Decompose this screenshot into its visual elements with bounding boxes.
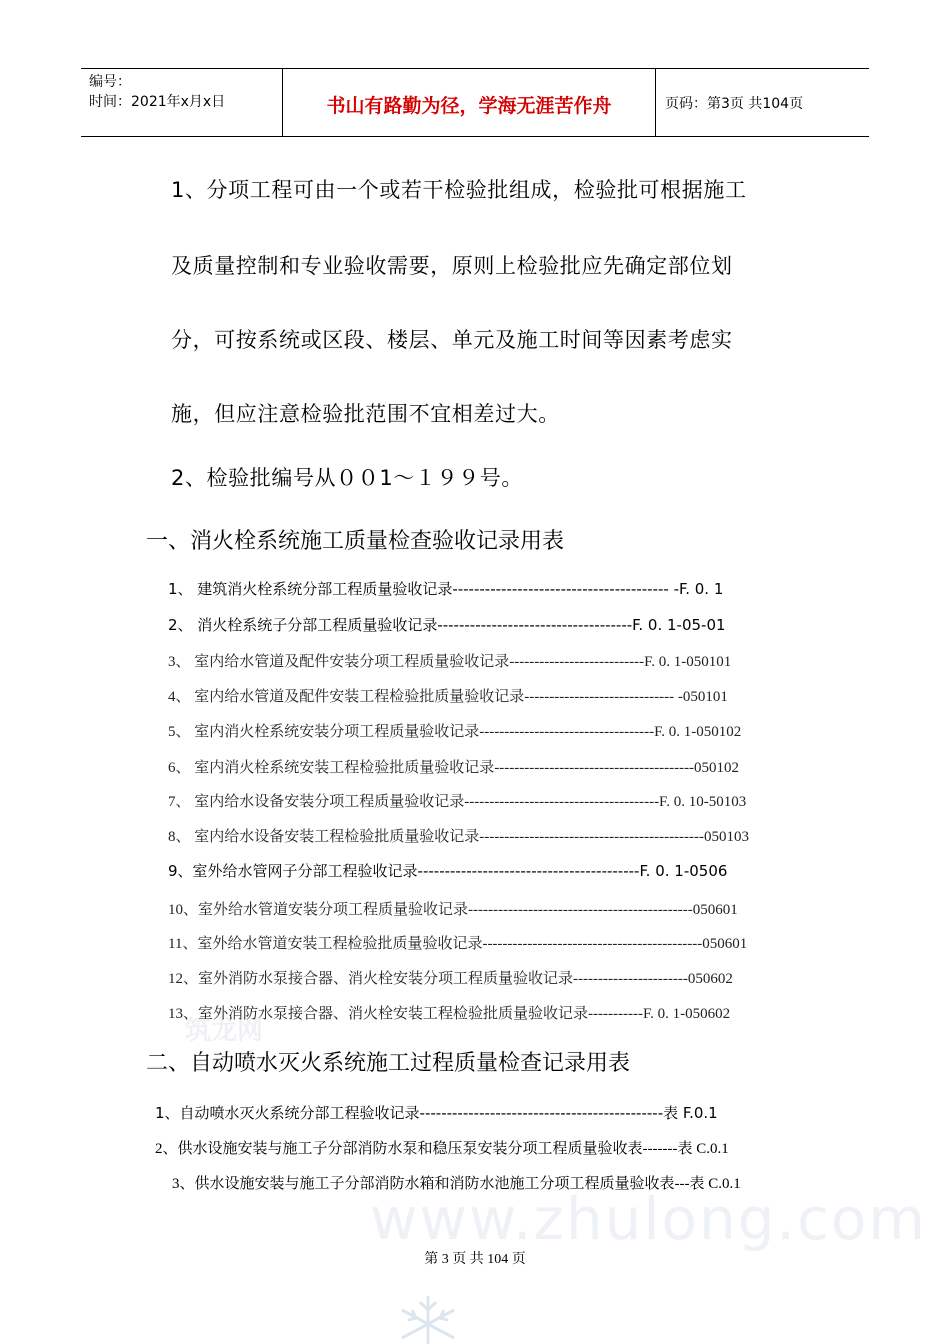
list-item: 9、室外给水管网子分部工程验收记录-----------------------------------------F. 0. 1-0506 [168,862,728,880]
list-item: 3、供水设施安装与施工子分部消防水箱和消防水池施工分项工程质量验收表---表 C.0.1 [172,1176,741,1192]
list-item: 7、 室内给水设备安装分项工程质量验收记录---------------------------------------F. 0. 10-50103 [168,794,747,810]
list-item: 3、 室内给水管道及配件安装分项工程质量验收记录---------------------------F. 0. 1-050101 [168,654,732,670]
header-info-cell [81,69,282,136]
section-title-2: 二、自动喷水灭火系统施工过程质量检查记录用表 [146,1051,631,1076]
list-item: 12、室外消防水泵接合器、消火栓安装分项工程质量验收记录-----------------------050602 [168,971,733,987]
paragraph-line: 施，但应注意检验批范围不宜相差过大。 [171,402,560,426]
paragraph-line: 分，可按系统或区段、楼层、单元及施工时间等因素考虑实 [171,328,733,352]
header-page-cell [655,69,869,136]
paragraph-line: 2、检验批编号从００1～１９９号。 [171,466,523,490]
list-item: 2、供水设施安装与施工子分部消防水泵和稳压泵安装分项工程质量验收表-------表 C.0.1 [155,1141,729,1157]
list-item: 5、 室内消火栓系统安装分项工程质量验收记录-----------------------------------F. 0. 1-050102 [168,724,742,740]
page-header [81,68,869,137]
motto-text: 书山有路勤为径，学海无涯苦作舟 [326,95,612,117]
list-item: 13、室外消防水泵接合器、消火栓安装工程检验批质量验收记录-----------F. 0. 1-050602 [168,1006,731,1022]
paragraph-line: 1、分项工程可由一个或若干检验批组成，检验批可根据施工 [171,178,747,202]
date-label: 时间：2021年x月x日 [89,94,226,110]
serial-label: 编号： [89,74,131,90]
paragraph-line: 及质量控制和专业验收需要，原则上检验批应先确定部位划 [171,254,733,278]
section-title-1: 一、消火栓系统施工质量检查验收记录用表 [146,529,565,554]
list-item: 6、 室内消火栓系统安装工程检验批质量验收记录----------------------------------------050102 [168,760,740,776]
header-motto-cell [282,69,656,136]
list-item: 8、 室内给水设备安装工程检验批质量验收记录---------------------------------------------050103 [168,829,750,845]
list-item: 11、室外给水管道安装工程检验批质量验收记录--------------------------------------------050601 [168,936,748,952]
watermark-small: 筑龙网 [185,1016,264,1046]
snowflake-logo-icon [388,1290,468,1344]
page-footer: 第 3 页 共 104 页 [424,1252,526,1267]
watermark: www.zhulong.com [370,1185,927,1253]
list-item: 2、 消火栓系统子分部工程质量验收记录------------------------------------F. 0. 1-05-01 [168,616,726,634]
list-item: 1、自动喷水灭火系统分部工程验收记录---------------------------------------------表 F.0.1 [155,1104,718,1122]
list-item: 10、室外给水管道安装分项工程质量验收记录---------------------------------------------050601 [168,902,738,918]
list-item: 4、 室内给水管道及配件安装工程检验批质量验收记录------------------------------ -050101 [168,689,728,705]
list-item: 1、 建筑消火栓系统分部工程质量验收记录---------------------------------------- -F. 0. 1 [168,580,724,598]
page-label: 页码：第3页 共104页 [665,96,804,112]
